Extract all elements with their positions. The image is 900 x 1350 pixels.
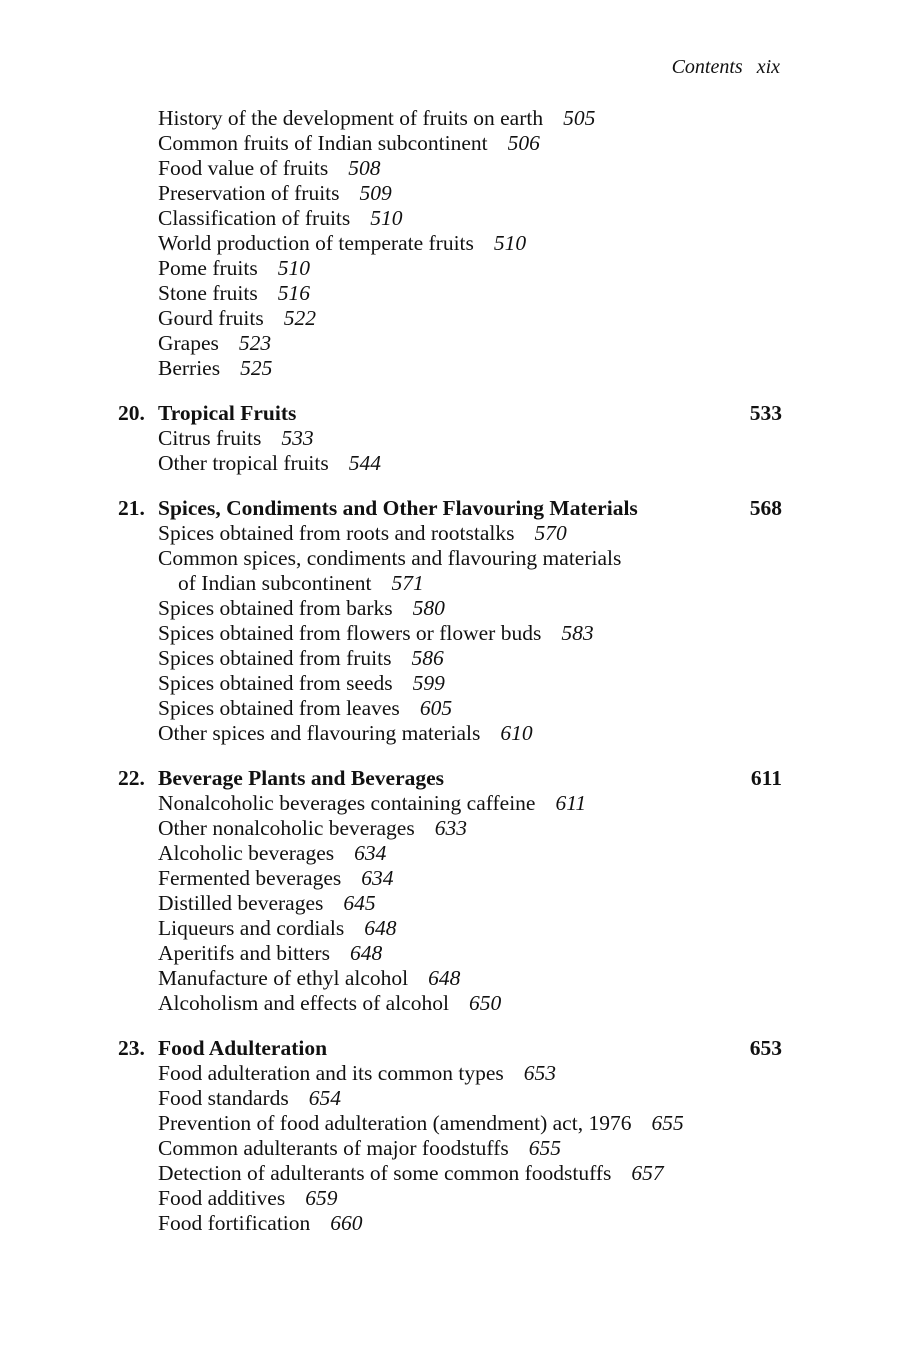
chapter-heading [118, 1036, 782, 1061]
entry-text: Food fortification [158, 1211, 311, 1235]
entry-page: 654 [308, 1086, 342, 1110]
entry-page: 657 [631, 1161, 664, 1185]
entry-page: 611 [555, 791, 587, 815]
entry-page: 510 [493, 231, 527, 255]
entry-page: 648 [364, 916, 397, 940]
entry-page: 610 [500, 721, 533, 745]
entry-page: 586 [411, 646, 444, 670]
entry-text: Grapes [158, 331, 219, 355]
toc-entry [158, 621, 782, 646]
entry-page: 650 [468, 991, 502, 1015]
toc-entry [158, 331, 782, 356]
toc-entry [158, 841, 782, 866]
toc-entry [158, 1161, 782, 1186]
entry-page: 634 [361, 866, 394, 890]
entry-text: Stone fruits [158, 281, 258, 305]
entry-page: 516 [277, 281, 310, 305]
entry-text: Other spices and flavouring materials [158, 721, 481, 745]
chapter-section [118, 496, 782, 746]
entry-text: Food value of fruits [158, 156, 329, 180]
toc-entry [158, 991, 782, 1016]
toc-entry [158, 281, 782, 306]
entry-page: 605 [419, 696, 453, 720]
entry-page: 633 [434, 816, 467, 840]
entry-text: Common spices, condiments and flavouring materials [158, 546, 622, 570]
chapter-number: 20. [118, 401, 145, 425]
toc-entry [158, 646, 782, 671]
page-number: xix [756, 56, 780, 78]
entry-text: Preservation of fruits [158, 181, 340, 205]
entry-text: Food standards [158, 1086, 289, 1110]
toc-entry [158, 206, 782, 231]
entry-list [118, 521, 782, 746]
entry-page: 655 [528, 1136, 561, 1160]
entry-page: 570 [534, 521, 567, 545]
chapter-page: 568 [749, 496, 782, 520]
toc-entry [158, 1186, 782, 1211]
entry-text: Other tropical fruits [158, 451, 329, 475]
toc-entry [158, 891, 782, 916]
entry-text: Liqueurs and cordials [158, 916, 345, 940]
toc-entry [158, 791, 782, 816]
entry-text: World production of temperate fruits [158, 231, 474, 255]
toc-entry [158, 131, 782, 156]
chapter-page: 611 [750, 766, 782, 790]
entry-page: 648 [428, 966, 461, 990]
toc-entry [158, 941, 782, 966]
toc-entry [158, 966, 782, 991]
entry-text: Manufacture of ethyl alcohol [158, 966, 409, 990]
entry-page: 660 [330, 1211, 363, 1235]
entry-page: 509 [359, 181, 392, 205]
toc-entry [158, 181, 782, 206]
toc-entry [158, 571, 782, 596]
chapter-section [118, 766, 782, 1016]
chapter-title: Tropical Fruits [158, 401, 297, 425]
entry-text: Pome fruits [158, 256, 258, 280]
chapter-heading [118, 401, 782, 426]
toc-entry [158, 1211, 782, 1236]
section-continued [118, 106, 782, 381]
entry-text: Food additives [158, 1186, 286, 1210]
entry-text: Spices obtained from roots and rootstalks [158, 521, 515, 545]
toc-entry [158, 521, 782, 546]
entry-page: 583 [561, 621, 594, 645]
entry-page: 525 [240, 356, 273, 380]
toc-entry [158, 156, 782, 181]
entry-list [118, 426, 782, 476]
entry-text: Nonalcoholic beverages containing caffeine [158, 791, 536, 815]
table-of-contents [118, 106, 782, 1256]
entry-page: 510 [370, 206, 403, 230]
chapter-number: 21. [118, 496, 145, 520]
chapter-title: Spices, Condiments and Other Flavouring Materials [158, 496, 638, 520]
entry-text: Gourd fruits [158, 306, 264, 330]
entry-text: History of the development of fruits on earth [158, 106, 544, 130]
chapter-heading [118, 496, 782, 521]
chapter-page: 653 [749, 1036, 782, 1060]
entry-text: of Indian subcontinent [178, 571, 372, 595]
toc-entry [158, 671, 782, 696]
entry-text: Detection of adulterants of some common foodstuffs [158, 1161, 612, 1185]
chapter-section [118, 1036, 782, 1236]
entry-text: Spices obtained from fruits [158, 646, 392, 670]
entry-text: Fermented beverages [158, 866, 342, 890]
chapter-title: Food Adulteration [158, 1036, 328, 1060]
entry-page: 634 [354, 841, 387, 865]
entry-text: Spices obtained from seeds [158, 671, 393, 695]
entry-text: Common fruits of Indian subcontinent [158, 131, 488, 155]
entry-page: 533 [281, 426, 314, 450]
entry-text: Food adulteration and its common types [158, 1061, 504, 1085]
entry-text: Distilled beverages [158, 891, 324, 915]
entry-page: 645 [343, 891, 376, 915]
running-head: Contents [671, 56, 743, 78]
chapter-title: Beverage Plants and Beverages [158, 766, 445, 790]
entry-page: 505 [563, 106, 596, 130]
chapter-number: 22. [118, 766, 145, 790]
entry-page: 655 [651, 1111, 684, 1135]
entry-text: Spices obtained from leaves [158, 696, 400, 720]
entry-text: Alcoholism and effects of alcohol [158, 991, 449, 1015]
entry-page: 506 [507, 131, 540, 155]
entry-text: Other nonalcoholic beverages [158, 816, 415, 840]
entry-text: Prevention of food adulteration (amendment) act, 1976 [158, 1111, 632, 1135]
toc-entry [158, 1111, 782, 1136]
entry-page: 523 [238, 331, 272, 355]
entry-page: 510 [277, 256, 310, 280]
toc-entry [158, 1061, 782, 1086]
entry-text: Spices obtained from flowers or flower buds [158, 621, 542, 645]
entry-text: Spices obtained from barks [158, 596, 393, 620]
chapter-number: 23. [118, 1036, 145, 1060]
toc-entry [158, 816, 782, 841]
toc-entry [158, 696, 782, 721]
entry-list [118, 791, 782, 1016]
entry-text: Common adulterants of major foodstuffs [158, 1136, 509, 1160]
entry-page: 508 [348, 156, 381, 180]
entry-list [118, 1061, 782, 1236]
chapter-page: 533 [749, 401, 782, 425]
toc-entry [158, 596, 782, 621]
toc-entry [158, 721, 782, 746]
toc-entry [158, 256, 782, 281]
chapter-heading [118, 766, 782, 791]
entry-page: 599 [412, 671, 445, 695]
toc-entry [158, 106, 782, 131]
entry-page: 571 [391, 571, 424, 595]
entry-page: 659 [305, 1186, 338, 1210]
toc-entry [158, 426, 782, 451]
toc-entry [158, 1086, 782, 1111]
entry-page: 544 [348, 451, 382, 475]
toc-entry [158, 866, 782, 891]
toc-entry [158, 231, 782, 256]
entry-text: Berries [158, 356, 221, 380]
entry-text: Citrus fruits [158, 426, 262, 450]
entry-page: 580 [412, 596, 445, 620]
chapter-section [118, 401, 782, 476]
toc-entry [158, 356, 782, 381]
entry-page: 522 [283, 306, 316, 330]
toc-entry [158, 916, 782, 941]
entry-text: Aperitifs and bitters [158, 941, 330, 965]
entry-text: Alcoholic beverages [158, 841, 335, 865]
entry-list [118, 106, 782, 381]
toc-entry [158, 306, 782, 331]
entry-page: 648 [349, 941, 383, 965]
toc-entry [158, 451, 782, 476]
entry-page: 653 [523, 1061, 556, 1085]
toc-entry [158, 546, 782, 571]
toc-entry [158, 1136, 782, 1161]
page-header [672, 56, 780, 79]
entry-text: Classification of fruits [158, 206, 351, 230]
